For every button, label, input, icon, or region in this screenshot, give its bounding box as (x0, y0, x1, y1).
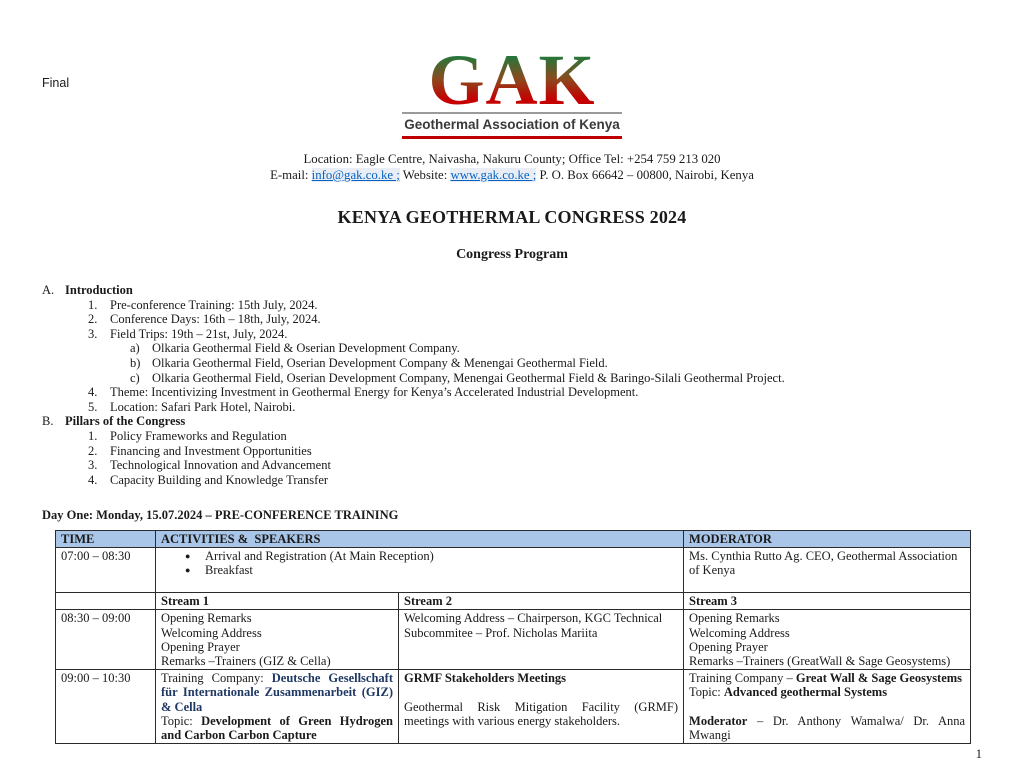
time-cell: 09:00 – 10:30 (56, 670, 156, 744)
blank-line (404, 685, 678, 699)
stream3-cell (684, 670, 971, 744)
activity-line: Remarks –Trainers (GIZ & Cella) (161, 653, 331, 668)
stream2-header: Stream 2 (399, 593, 684, 610)
contact-line-location: Location: Eagle Centre, Naivasha, Nakuru County; Office Tel: +254 759 213 020 (303, 152, 721, 166)
list-item (0, 429, 1024, 444)
page-number: 1 (975, 747, 982, 762)
list-subitem (0, 341, 1024, 356)
stream1-header: Stream 1 (156, 593, 399, 610)
list-subitem (0, 356, 1024, 371)
list-item (0, 298, 1024, 313)
list-number: 1. (88, 428, 98, 443)
section-letter: B. (42, 414, 54, 429)
bullet-text: Breakfast (205, 563, 253, 578)
col-header-time: TIME (56, 530, 156, 547)
label: Training Company – (689, 671, 796, 686)
moderator-names: – Dr. Anthony Wamalwa/ Dr. Anna Mwangi (689, 713, 966, 742)
section-letter: A. (42, 283, 55, 297)
list-text: Theme: Incentivizing Investment in Geothermal Energy for Kenya’s Accelerated Industrial Development. (110, 385, 639, 400)
list-subitem (0, 371, 1024, 386)
list-text: Technological Innovation and Advancement (110, 458, 331, 473)
meeting-description: Geothermal Risk Mitigation Facility (GRMF) meetings with various energy stakeholders. (404, 699, 679, 728)
section-title: Pillars of the Congress (65, 414, 186, 429)
activity-line: Opening Prayer (161, 639, 240, 654)
section-title: Introduction (65, 283, 133, 297)
website-label: Website: (399, 167, 451, 182)
list-number: 2. (88, 443, 98, 458)
list-text: Olkaria Geothermal Field, Oserian Development Company, Menengai Geothermal Field & Baringo-Silali Geothermal Project. (152, 370, 785, 385)
label: Topic: (689, 685, 724, 700)
stream3-cell (684, 610, 971, 670)
company-name: Great Wall & Sage Geosystems (795, 671, 963, 686)
day-one-heading: Day One: Monday, 15.07.2024 – PRE-CONFERENCE TRAINING (42, 508, 399, 523)
list-number: 1. (88, 297, 98, 312)
contact-line-links (0, 168, 1024, 184)
table-header-row (56, 530, 971, 547)
list-text: Pre-conference Training: 15th July, 2024. (110, 297, 318, 312)
list-number: 3. (88, 326, 98, 341)
program-table (55, 530, 971, 744)
email-link[interactable]: info@gak.co.ke ; (311, 167, 400, 182)
meeting-title: GRMF Stakeholders Meetings (404, 671, 567, 686)
stream-header-row (56, 593, 971, 610)
stream2-cell (399, 670, 684, 744)
time-cell: 08:30 – 09:00 (56, 610, 156, 670)
list-item (0, 400, 1024, 415)
page-subtitle: Congress Program (456, 247, 568, 262)
activity-line: Welcoming Address (161, 625, 262, 640)
activity-line: Opening Prayer (689, 639, 768, 654)
topic-name: Development of Green Hydrogen and Carbon Carbon Capture (161, 713, 393, 742)
stream1-cell (156, 670, 399, 744)
activity-line: Opening Remarks (161, 611, 252, 626)
website-link[interactable]: www.gak.co.ke ; (450, 167, 537, 182)
list-item (0, 473, 1024, 488)
list-item (0, 458, 1024, 473)
list-number: 4. (88, 472, 98, 487)
list-number: 2. (88, 312, 98, 327)
stream2-cell (399, 610, 684, 670)
activity-line: Remarks –Trainers (GreatWall & Sage Geosystems) (689, 653, 951, 668)
time-cell: 07:00 – 08:30 (56, 548, 156, 593)
topic-line (161, 714, 393, 742)
activity-line: Welcoming Address – Chairperson, KGC Technical Subcommitee – Prof. Nicholas Mariita (404, 611, 663, 640)
gak-logo-icon: GAK (422, 50, 601, 110)
section-b-heading (0, 414, 1024, 429)
time-cell-empty (56, 593, 156, 610)
list-text: Olkaria Geothermal Field & Oserian Development Company. (152, 341, 460, 356)
list-text: Field Trips: 19th – 21st, July, 2024. (110, 326, 288, 341)
org-logo (0, 40, 1024, 139)
stream1-cell (156, 610, 399, 670)
activity-line: Opening Remarks (689, 611, 780, 626)
label: Topic: (161, 713, 202, 728)
topic-name: Advanced geothermal Systems (723, 685, 888, 700)
list-number: 3. (88, 458, 98, 473)
list-number: b) (130, 355, 141, 370)
company-name: Deutsche Gesellschaft für Internationale Zusammenarbeit (GIZ) & Cella (161, 671, 393, 714)
logo-block (402, 40, 622, 139)
blank-line (689, 700, 965, 714)
bullet-icon: ● (185, 565, 191, 576)
list-text: Location: Safari Park Hotel, Nairobi. (110, 399, 296, 414)
table-row (56, 610, 971, 670)
list-text: Policy Frameworks and Regulation (110, 428, 287, 443)
page-title: KENYA GEOTHERMAL CONGRESS 2024 (337, 207, 687, 227)
list-text: Capacity Building and Knowledge Transfer (110, 472, 329, 487)
table-row (56, 548, 971, 593)
moderator-cell: Ms. Cynthia Rutto Ag. CEO, Geothermal Association of Kenya (684, 548, 971, 593)
list-number: 5. (88, 399, 98, 414)
label: Training Company: (161, 671, 272, 686)
table-row (56, 670, 971, 744)
document-page (0, 40, 1024, 774)
draft-status-label: Final (42, 76, 70, 90)
moderator-line (689, 714, 965, 742)
list-text: Financing and Investment Opportunities (110, 443, 312, 458)
postal-address: P. O. Box 66642 – 00800, Nairobi, Kenya (536, 167, 754, 182)
logo-org-name: Geothermal Association of Kenya (402, 112, 622, 139)
stream3-header: Stream 3 (684, 593, 971, 610)
document-outline (0, 283, 1024, 487)
contact-block (0, 152, 1024, 183)
activity-line: Welcoming Address (689, 625, 790, 640)
list-item (0, 327, 1024, 342)
list-text: Conference Days: 16th – 18th, July, 2024. (110, 312, 321, 327)
list-number: c) (130, 370, 140, 385)
activities-cell (156, 548, 684, 593)
training-company-line (689, 671, 965, 685)
col-header-moderator: MODERATOR (684, 530, 971, 547)
list-number: 4. (88, 385, 98, 400)
list-item (0, 385, 1024, 400)
section-a-heading (0, 283, 1024, 298)
col-header-activities: ACTIVITIES & SPEAKERS (156, 530, 684, 547)
list-item (0, 444, 1024, 459)
bullet-icon: ● (185, 551, 191, 562)
training-company-line (161, 671, 393, 714)
list-item (0, 312, 1024, 327)
email-label: E-mail: (270, 167, 312, 182)
bullet-text: Arrival and Registration (At Main Reception) (205, 549, 434, 564)
bullet-item (161, 549, 678, 563)
list-text: Olkaria Geothermal Field, Oserian Development Company & Menengai Geothermal Field. (152, 355, 608, 370)
bullet-item (161, 563, 678, 577)
topic-line (689, 685, 965, 699)
list-number: a) (130, 341, 140, 356)
moderator-label: Moderator (689, 713, 748, 728)
